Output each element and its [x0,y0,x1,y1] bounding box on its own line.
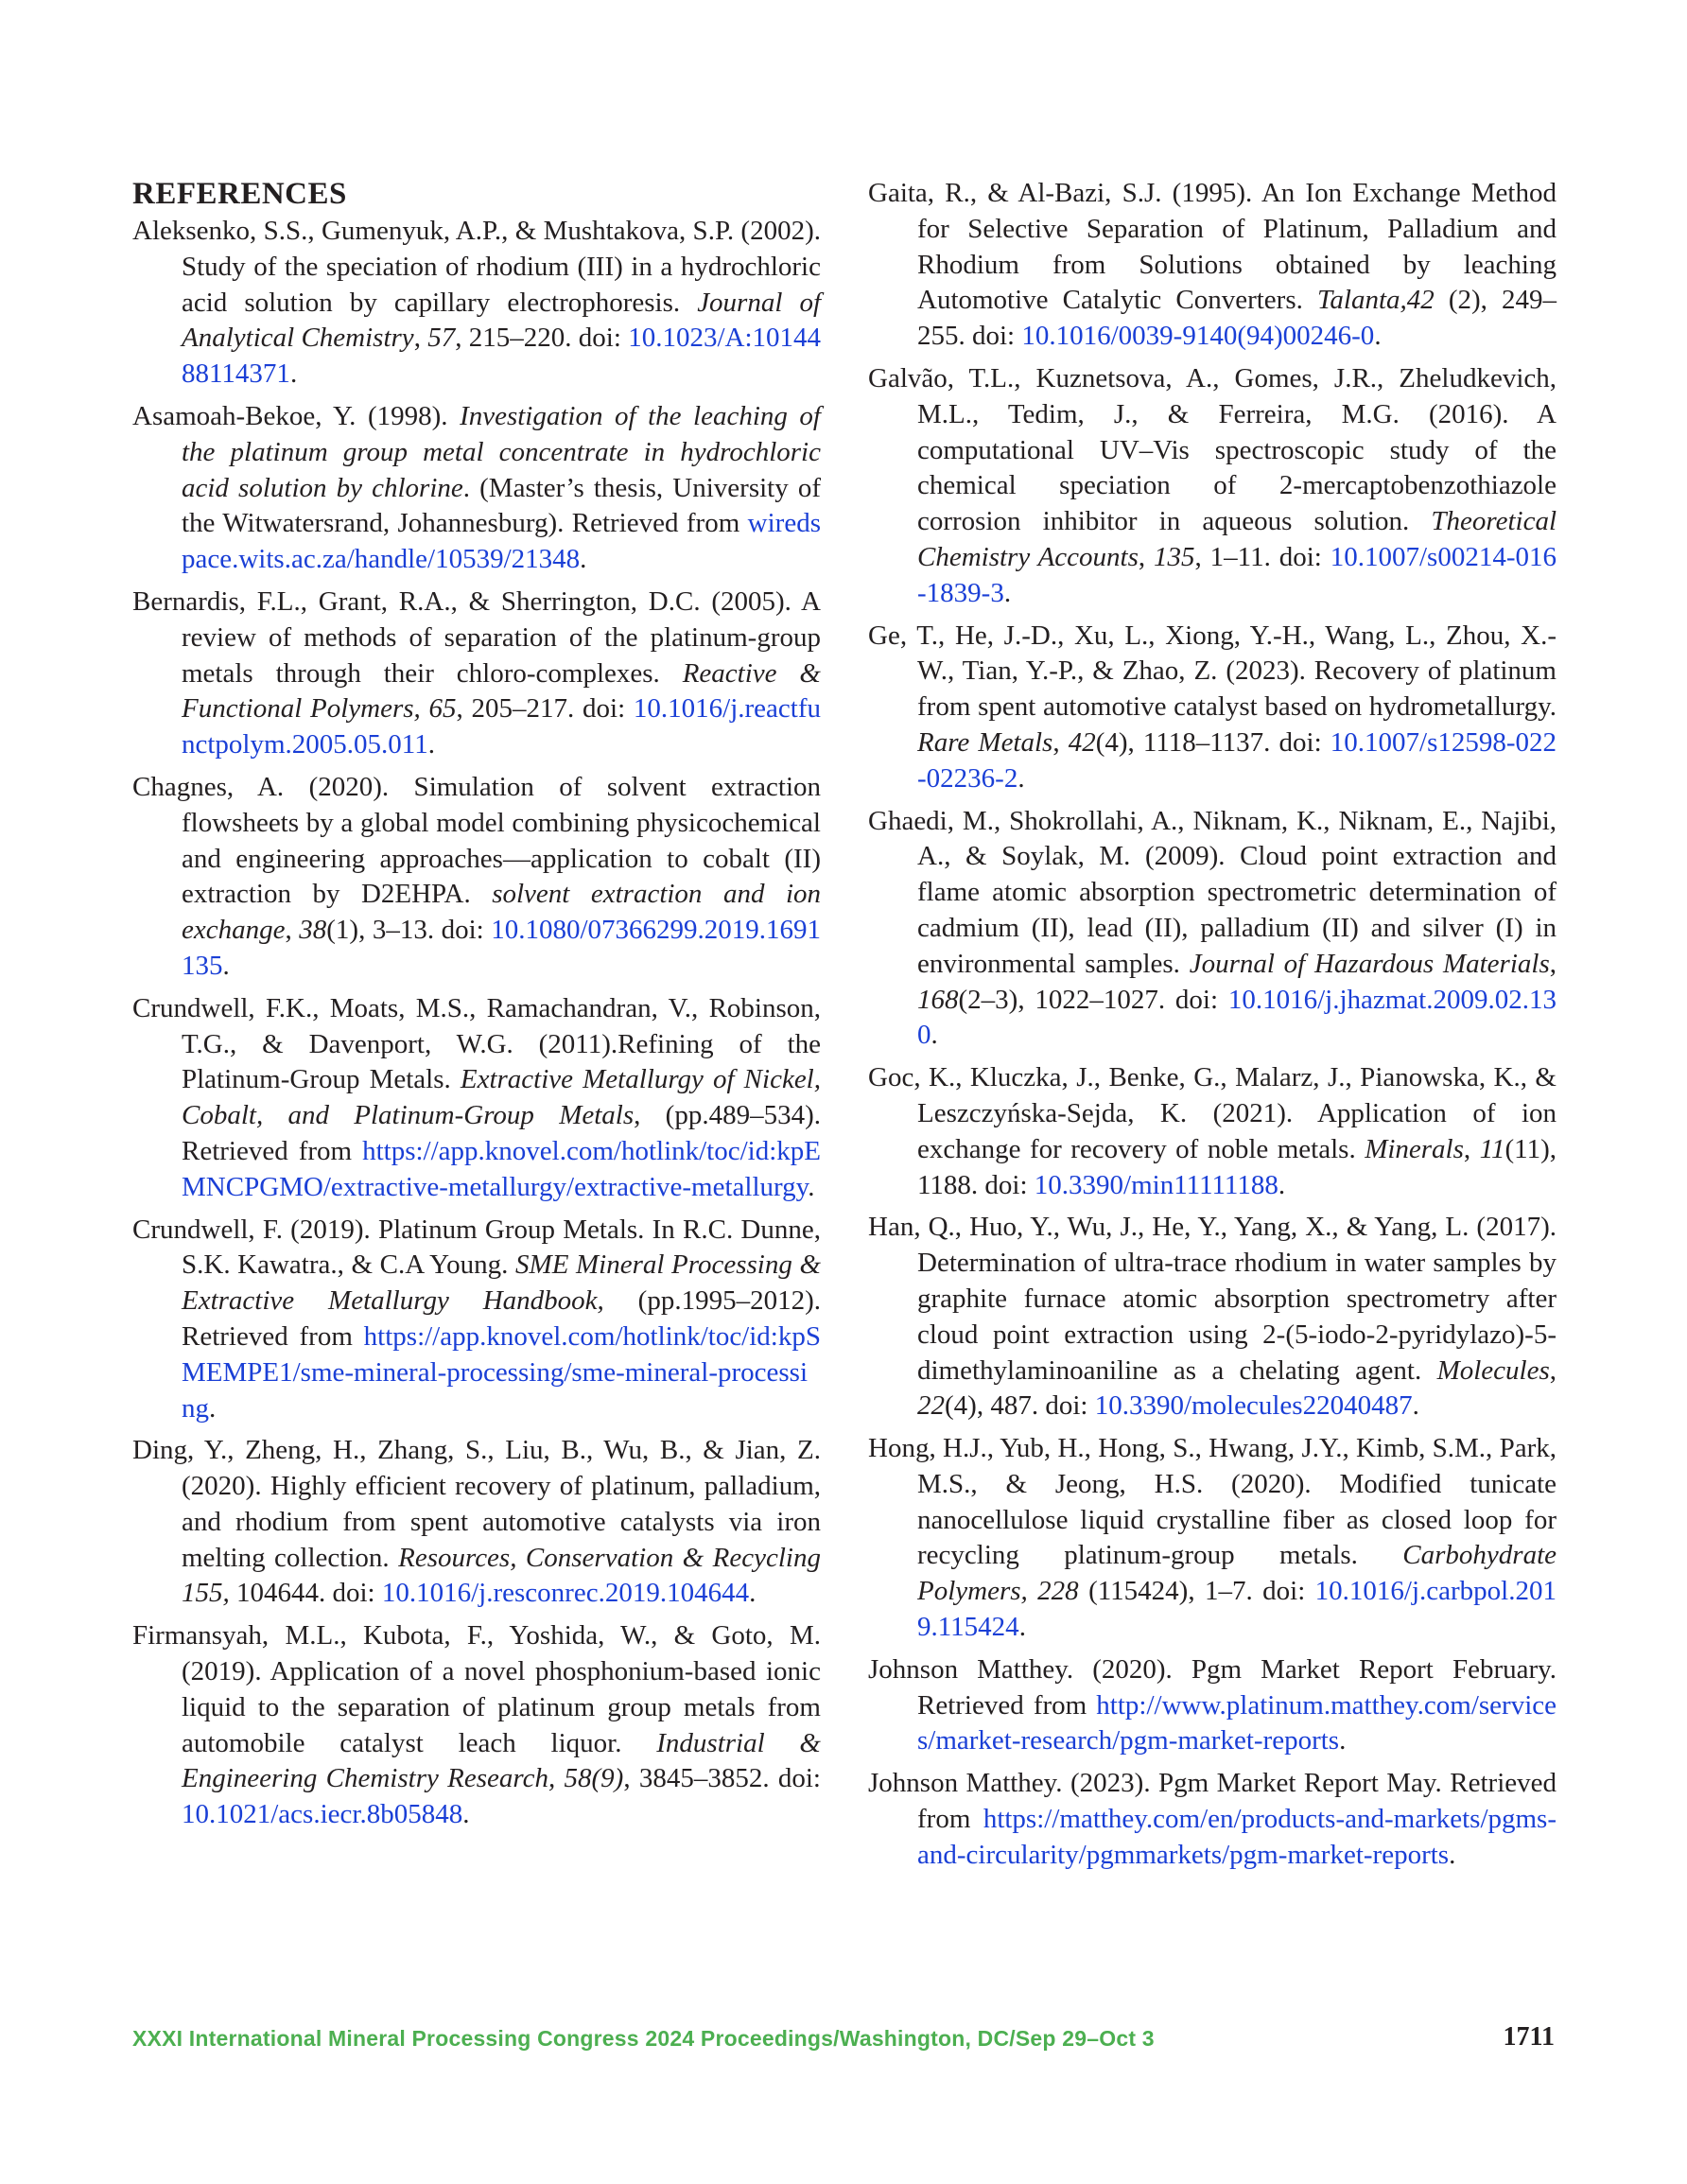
reference-entry [132,991,821,1206]
reference-text: Ghaedi, M., Shokrollahi, A., Niknam, K., Niknam, E., Najibi, A., & Soylak, M. (2009). Cloud point extraction and flame atomic absorption spectrometric determination of cadmium (II), lead (II), palladium (II) and silver (I) in environmental samples. [868,805,1557,979]
reference-entry [132,399,821,578]
reference-italic-text: Journal of Hazardous Materials [1189,948,1550,979]
reference-text: , [1463,1133,1480,1164]
reference-entry [132,1433,821,1612]
reference-link[interactable]: 10.3390/min11111188 [1034,1169,1278,1200]
reference-text: , 215–220. doi: [455,323,629,354]
reference-text: Asamoah-Bekoe, Y. (1998). [132,400,461,431]
reference-text: Hong, H.J., Yub, H., Hong, S., Hwang, J.Y., Kimb, S.M., Park, M.S., & Jeong, H.S. (2020). Modified tunicate nanocellulose liquid crystalline fiber as closed loop for recycling platinum-group metals. [868,1433,1557,1571]
reference-text: , (pp.489–534). Retrieved from [182,1100,821,1166]
reference-link[interactable]: 10.1016/j.jhazmat.2009.02.130 [917,984,1557,1051]
reference-text: , [1549,948,1557,979]
reference-italic-text: Journal of Analytical Chemistry [182,287,821,354]
reference-text: (4), 487. doi: [945,1390,1095,1422]
reference-italic-text: 168 [917,984,959,1015]
reference-text: Chagnes, A. (2020). Simulation of solvent extraction flowsheets by a global model combining physicochemical and engineering approaches—application to cobalt (II) extraction by D2EHPA. [132,771,821,910]
reference-text: . [427,729,435,760]
right-reference-list [868,176,1557,1874]
references-heading: REFERENCES [132,177,347,211]
reference-text: , [413,323,428,354]
reference-link[interactable]: 10.1016/j.carbpol.2019.115424 [917,1576,1557,1643]
reference-link[interactable]: 10.1021/acs.iecr.8b05848 [182,1799,463,1830]
reference-text: , [1138,541,1155,572]
reference-italic-text: solvent extraction and ion exchange [182,879,821,946]
reference-text: Johnson Matthey. (2023). Pgm Market Report May. Retrieved from [868,1768,1557,1835]
reference-text: . [1374,321,1382,352]
reference-text: Firmansyah, M.L., Kubota, F., Yoshida, W., & Goto, M. (2019). Application of a novel phosphonium-based ionic liquid to the separation of platinum group metals from automobile catalyst leach liquor. [132,1620,821,1758]
reference-text: Ding, Y., Zheng, H., Zhang, S., Liu, B., Wu, B., & Jian, Z. (2020). Highly efficient recovery of platinum, palladium, and rhodium from spent automotive catalysts via iron melting collection. [132,1435,821,1573]
reference-entry [132,585,821,763]
reference-link[interactable]: http://www.platinum.matthey.com/services/market-research/pgm-market-reports [917,1689,1557,1756]
reference-text: , 1–11. doi: [1194,541,1330,572]
reference-text: . [462,1799,470,1830]
reference-text: (pp.1995–2012). Retrieved from [182,1285,821,1352]
reference-entry [868,361,1557,612]
reference-entry [132,770,821,985]
reference-entry [868,176,1557,355]
reference-text: . [930,1020,938,1051]
reference-text: Bernardis, F.L., Grant, R.A., & Sherrington, D.C. (2005). A review of methods of separation of the platinum-group metals through their chloro-complexes. [132,585,821,689]
left-reference-list [132,214,821,1833]
reference-text: . [209,1392,217,1424]
reference-entry [868,804,1557,1055]
reference-text: . [1278,1169,1286,1200]
reference-text: Aleksenko, S.S., Gumenyuk, A.P., & Mushtakova, S.P. (2002). Study of the speciation of rhodium (III) in a hydrochloric acid solution by capillary electrophoresis. [132,216,821,318]
reference-text: , [285,915,300,946]
reference-italic-text: SME Mineral Processing & Extractive Metallurgy Handbook, [182,1249,822,1317]
reference-link[interactable]: 10.1016/j.reactfunctpolym.2005.05.011 [182,693,821,760]
reference-italic-text: 135 [1154,541,1195,572]
page-footer [132,2024,1555,2062]
reference-text: . (Master’s thesis, University of the Witwatersrand, Johannesburg). Retrieved from [182,472,821,539]
reference-link[interactable]: 10.1016/0039-9140(94)00246-0 [1021,321,1375,352]
reference-italic-text: Rare Metals [917,726,1053,758]
reference-italic-text: Extractive Metallurgy of Nickel, Cobalt, and Platinum-Group Metals [182,1064,821,1131]
reference-text: . [808,1171,815,1202]
reference-entry [868,1060,1557,1203]
reference-entry [868,1766,1557,1873]
reference-entry [132,1213,821,1427]
reference-text: (115424), 1–7. doi: [1078,1576,1315,1607]
reference-link[interactable]: wiredspace.wits.ac.za/handle/10539/21348 [182,508,821,575]
reference-text: Han, Q., Huo, Y., Wu, J., He, Y., Yang, X., & Yang, L. (2017). Determination of ultra-trace rhodium in water samples by graphite furnace atomic absorption spectrometry after cloud point extraction using 2-(5-iodo-2-pyridylazo)-5-dimethylaminoaniline as a chelating agent. [868,1212,1557,1386]
page-number: 1711 [1503,2022,1555,2052]
reference-text: , 3845–3852. doi: [623,1763,821,1794]
reference-text: , [1549,1354,1557,1386]
reference-italic-text: Minerals [1365,1133,1464,1164]
reference-text: Ge, T., He, J.-D., Xu, L., Xiong, Y.-H., Wang, L., Zhou, X.-W., Tian, Y.-P., & Zhao, Z. (2023). Recovery of platinum from spent automotive catalyst based on hydrometallurgy. [868,620,1557,723]
reference-link[interactable]: https://app.knovel.com/hotlink/toc/id:kpSMEMPE1/sme-mineral-processing/sme-mineral-processing [182,1320,821,1424]
reference-italic-text: Resources, Conservation & Recycling 155, [182,1542,821,1609]
reference-italic-text: Talanta,42 [1316,285,1435,316]
reference-text: . [1018,1612,1026,1643]
reference-text: 104644. doi: [229,1578,382,1609]
reference-link[interactable]: 10.1016/j.resconrec.2019.104644 [381,1578,750,1609]
reference-text: . [580,544,587,575]
reference-entry [132,214,821,393]
reference-text: (2–3), 1022–1027. doi: [958,984,1228,1015]
reference-text: Crundwell, F. (2019). Platinum Group Metals. In R.C. Dunne, S.K. Kawatra., & C.A Young. [132,1214,821,1281]
reference-link[interactable]: 10.1080/07366299.2019.1691135 [182,915,821,981]
left-column [132,176,821,1840]
reference-italic-text: Molecules [1436,1354,1550,1386]
reference-text: . [749,1578,757,1609]
reference-text: . [289,358,298,390]
reference-italic-text: 38 [299,915,327,946]
reference-text: (1), 3–13. doi: [326,915,492,946]
reference-text: Goc, K., Kluczka, J., Benke, G., Malarz, J., Pianowska, K., & Leszczyńska-Sejda, K. (2021). Application of ion exchange for recovery of noble metals. [868,1062,1557,1164]
reference-link[interactable]: https://matthey.com/en/products-and-markets/pgms-and-circularity/pgmmarkets/pgm-market-reports [917,1804,1557,1870]
reference-entry [868,619,1557,797]
reference-link[interactable]: 10.1023/A:1014488114371 [182,323,821,390]
reference-text: . [1339,1725,1347,1756]
reference-text: . [1449,1839,1456,1870]
reference-text: , 205–217. doi: [456,693,634,725]
reference-text: . [1003,577,1012,608]
reference-text: Johnson Matthey. (2020). Pgm Market Report February. Retrieved from [868,1653,1557,1721]
reference-italic-text: 11 [1479,1133,1505,1164]
reference-italic-text: 22 [917,1390,945,1422]
reference-entry [868,1431,1557,1646]
reference-italic-text: 57 [427,323,456,354]
reference-link[interactable]: 10.1007/s12598-022-02236-2 [917,726,1557,794]
reference-text: (4), 1118–1137. doi: [1095,726,1330,758]
reference-text: . [222,950,230,981]
reference-text: (2), 249–255. doi: [917,285,1557,352]
reference-text: . [1017,762,1025,794]
reference-entry [132,1618,821,1833]
reference-italic-text: Carbohydrate Polymers, 228 [917,1540,1557,1607]
reference-text: . [1412,1390,1419,1422]
reference-italic-text: Industrial & Engineering Chemistry Research, 58(9) [182,1727,821,1794]
reference-link[interactable]: 10.1007/s00214-016-1839-3 [917,541,1557,608]
reference-italic-text: 42 [1068,726,1096,758]
reference-text: Galvão, T.L., Kuznetsova, A., Gomes, J.R., Zheludkevich, M.L., Tedim, J., & Ferreira, M.G. (2016). A computational UV–Vis spectroscopic study of the chemical speciation of 2-mercaptobenzothiazole corrosion inhibitor in aqueous solution. [868,362,1557,537]
reference-link[interactable]: https://app.knovel.com/hotlink/toc/id:kpEMNCPGMO/extractive-metallurgy/extractive-metallurgy [182,1135,821,1202]
reference-text: (11), 1188. doi: [917,1133,1557,1200]
reference-italic-text: Theoretical Chemistry Accounts [917,506,1557,572]
reference-text: , [1052,726,1069,758]
right-column [868,176,1557,1880]
footer-conference-text: XXXI International Mineral Processing Congress 2024 Proceedings/Washington, DC/Sep 29–Oct 3 [132,2026,1155,2051]
reference-text: Gaita, R., & Al-Bazi, S.J. (1995). An Ion Exchange Method for Selective Separation of Platinum, Palladium and Rhodium from Solutions obtained by leaching Automotive Catalytic Converters. [868,178,1557,316]
reference-link[interactable]: 10.3390/molecules22040487 [1094,1390,1413,1422]
reference-italic-text: Investigation of the leaching of the platinum group metal concentrate in hydrochloric acid solution by chlorine [182,400,821,503]
reference-entry [868,1210,1557,1424]
reference-text: Crundwell, F.K., Moats, M.S., Ramachandran, V., Robinson, T.G., & Davenport, W.G. (2011).Refining of the Platinum-Group Metals. [132,992,821,1095]
reference-italic-text: Reactive & Functional Polymers, 65 [182,657,821,725]
reference-entry [868,1652,1557,1759]
